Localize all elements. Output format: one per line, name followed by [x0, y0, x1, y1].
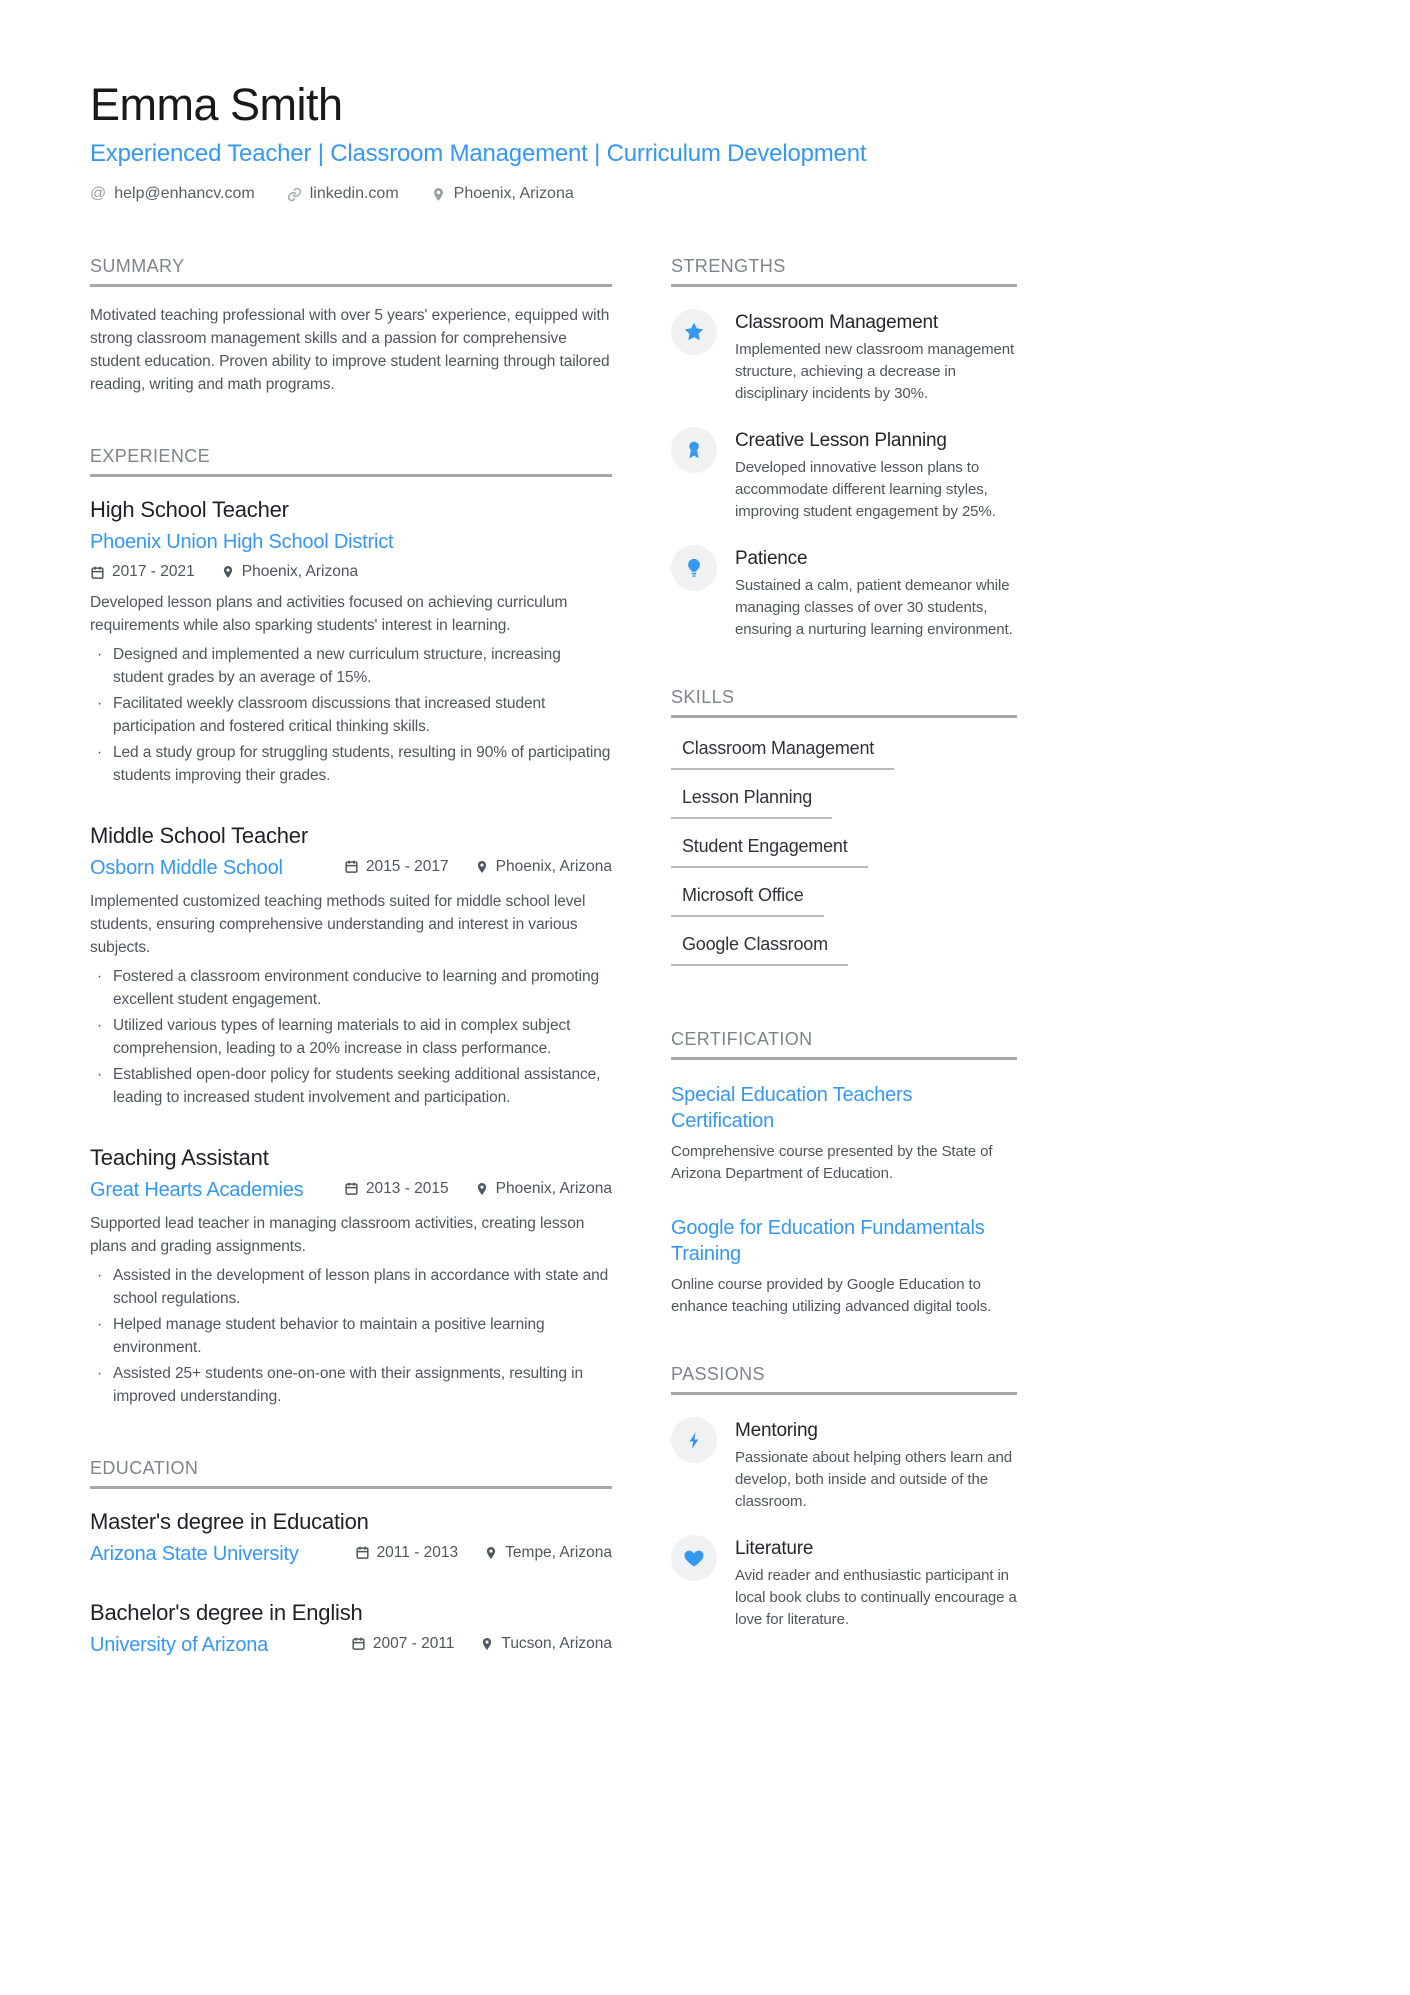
calendar-icon: [344, 859, 359, 874]
job-entry: [90, 1145, 612, 1408]
skills-list: [671, 738, 1017, 983]
section-strengths: [671, 256, 1017, 641]
location-icon: [480, 1637, 494, 1651]
passions-heading: PASSIONS: [671, 1364, 1017, 1395]
skill-tag: Google Classroom: [671, 934, 848, 966]
contact-row: [90, 185, 927, 203]
contact-linkedin[interactable]: [287, 185, 399, 203]
job-location: Phoenix, Arizona: [475, 858, 612, 876]
passion-item: [671, 1535, 1017, 1631]
location-icon: [221, 565, 235, 579]
skill-tag: Lesson Planning: [671, 787, 832, 819]
passion-description: Passionate about helping others learn and develop, both inside and outside of the classroom.: [735, 1449, 1012, 1510]
summary-text: Motivated teaching professional with over 5 years' experience, equipped with strong classroom management skills and a passion for comprehensive student education. Proven ability to improve student learning through tailored reading, writing and math programs.: [90, 307, 610, 393]
job-meta: [344, 1180, 612, 1198]
certification-title: Special Education Teachers Certification: [671, 1084, 913, 1132]
education-entry: [90, 1600, 612, 1657]
job-entry: [90, 497, 612, 787]
heart-icon: [671, 1535, 717, 1581]
strength-title: Patience: [735, 548, 808, 569]
candidate-name: Emma Smith: [90, 79, 343, 130]
link-icon: [287, 187, 302, 202]
strength-description: Developed innovative lesson plans to accommodate different learning styles, improving student engagement by 25%.: [735, 459, 996, 520]
job-description: Developed lesson plans and activities focused on achieving curriculum requirements while also sparking students' interest in learning.: [90, 594, 568, 634]
job-location: Phoenix, Arizona: [475, 1180, 612, 1198]
skills-heading: SKILLS: [671, 687, 1017, 718]
location-icon: [475, 1182, 489, 1196]
strength-title: Classroom Management: [735, 312, 938, 333]
job-dates: 2015 - 2017: [344, 858, 449, 876]
job-description: Implemented customized teaching methods suited for middle school level students, ensuring comprehensive understanding and interest in various subjects.: [90, 893, 586, 956]
job-bullet: · Established open-door policy for students seeking additional assistance, leading to increased student involvement and participation.: [90, 1063, 612, 1109]
contact-location-text: Phoenix, Arizona: [453, 185, 574, 202]
education-location: Tempe, Arizona: [484, 1544, 612, 1562]
strength-description: Implemented new classroom management structure, achieving a decrease in disciplinary incidents by 30%.: [735, 341, 1015, 402]
school-name: University of Arizona: [90, 1634, 269, 1656]
strength-title: Creative Lesson Planning: [735, 430, 947, 451]
education-location: Tucson, Arizona: [480, 1635, 612, 1653]
calendar-icon: [351, 1636, 366, 1651]
degree-title: Bachelor's degree in English: [90, 1600, 363, 1625]
job-bullet: · Utilized various types of learning materials to aid in complex subject comprehension, leading to a 20% increase in class performance.: [90, 1014, 612, 1060]
education-dates: 2011 - 2013: [355, 1544, 459, 1562]
job-bullet: · Assisted 25+ students one-on-one with their assignments, resulting in improved understanding.: [90, 1362, 612, 1408]
degree-title: Master's degree in Education: [90, 1509, 369, 1534]
job-bullet: · Fostered a classroom environment conducive to learning and promoting excellent student engagement.: [90, 965, 612, 1011]
education-meta: [355, 1544, 612, 1562]
job-title: High School Teacher: [90, 497, 289, 522]
job-company: Phoenix Union High School District: [90, 531, 394, 553]
experience-heading: EXPERIENCE: [90, 446, 612, 477]
right-column: [671, 256, 1017, 1707]
certification-item: [671, 1082, 1017, 1185]
skill-tag: Microsoft Office: [671, 885, 824, 917]
certification-title: Google for Education Fundamentals Training: [671, 1217, 985, 1265]
job-company: Great Hearts Academies: [90, 1179, 304, 1201]
strength-item: [671, 545, 1017, 641]
certification-heading: CERTIFICATION: [671, 1029, 1017, 1060]
job-bullet-list: [90, 1264, 612, 1408]
star-icon: [671, 309, 717, 355]
email-icon: @: [90, 185, 107, 202]
job-bullet-list: [90, 965, 612, 1109]
calendar-icon: [90, 565, 105, 580]
location-icon: [484, 1546, 498, 1560]
education-dates: 2007 - 2011: [351, 1635, 455, 1653]
job-bullet: · Helped manage student behavior to maintain a positive learning environment.: [90, 1313, 612, 1359]
section-experience: [90, 446, 612, 1408]
strength-item: [671, 309, 1017, 405]
calendar-icon: [355, 1545, 370, 1560]
section-certification: [671, 1029, 1017, 1318]
strengths-heading: STRENGTHS: [671, 256, 1017, 287]
job-dates: 2017 - 2021: [90, 563, 195, 581]
contact-linkedin-text: linkedin.com: [309, 185, 399, 202]
contact-email-text: help@enhancv.com: [114, 185, 255, 202]
job-title: Middle School Teacher: [90, 823, 308, 848]
job-meta: [90, 563, 612, 581]
passion-title: Mentoring: [735, 1420, 818, 1441]
calendar-icon: [344, 1181, 359, 1196]
section-education: [90, 1458, 612, 1657]
certification-description: Comprehensive course presented by the State of Arizona Department of Education.: [671, 1143, 993, 1182]
headline: Experienced Teacher | Classroom Management | Curriculum Development: [90, 140, 867, 167]
job-company: Osborn Middle School: [90, 857, 283, 879]
strength-item: [671, 427, 1017, 523]
certification-item: [671, 1215, 1017, 1318]
passion-title: Literature: [735, 1538, 814, 1559]
job-bullet: · Led a study group for struggling students, resulting in 90% of participating students improving their grades.: [90, 741, 612, 787]
location-icon: [475, 860, 489, 874]
education-entry: [90, 1509, 612, 1566]
education-meta: [351, 1635, 612, 1653]
section-skills: [671, 687, 1017, 983]
job-bullet-list: [90, 643, 612, 787]
school-name: Arizona State University: [90, 1543, 299, 1565]
job-bullet: · Facilitated weekly classroom discussions that increased student participation and fostered critical thinking skills.: [90, 692, 612, 738]
lightbulb-icon: [671, 545, 717, 591]
header: [90, 79, 927, 203]
job-description: Supported lead teacher in managing classroom activities, creating lesson plans and grading assignments.: [90, 1215, 585, 1255]
contact-location: [431, 185, 574, 203]
job-meta: [344, 858, 612, 876]
skill-tag: Classroom Management: [671, 738, 894, 770]
job-bullet: · Assisted in the development of lesson plans in accordance with state and school regulations.: [90, 1264, 612, 1310]
left-column: [90, 256, 612, 1707]
skill-tag: Student Engagement: [671, 836, 868, 868]
job-title: Teaching Assistant: [90, 1145, 269, 1170]
section-summary: [90, 256, 612, 396]
education-heading: EDUCATION: [90, 1458, 612, 1489]
passion-description: Avid reader and enthusiastic participant in local book clubs to continually encourage a love for literature.: [735, 1567, 1017, 1628]
certification-description: Online course provided by Google Education to enhance teaching utilizing advanced digital tools.: [671, 1276, 992, 1315]
location-icon: [431, 187, 446, 202]
job-entry: [90, 823, 612, 1109]
job-location: Phoenix, Arizona: [221, 563, 358, 581]
strength-description: Sustained a calm, patient demeanor while managing classes of over 30 students, ensuring a nurturing learning environment.: [735, 577, 1013, 638]
summary-heading: SUMMARY: [90, 256, 612, 287]
section-passions: [671, 1364, 1017, 1631]
job-dates: 2013 - 2015: [344, 1180, 449, 1198]
passion-item: [671, 1417, 1017, 1513]
medal-icon: [671, 427, 717, 473]
job-bullet: · Designed and implemented a new curriculum structure, increasing student grades by an average of 15%.: [90, 643, 612, 689]
contact-email[interactable]: [90, 185, 255, 203]
bolt-icon: [671, 1417, 717, 1463]
